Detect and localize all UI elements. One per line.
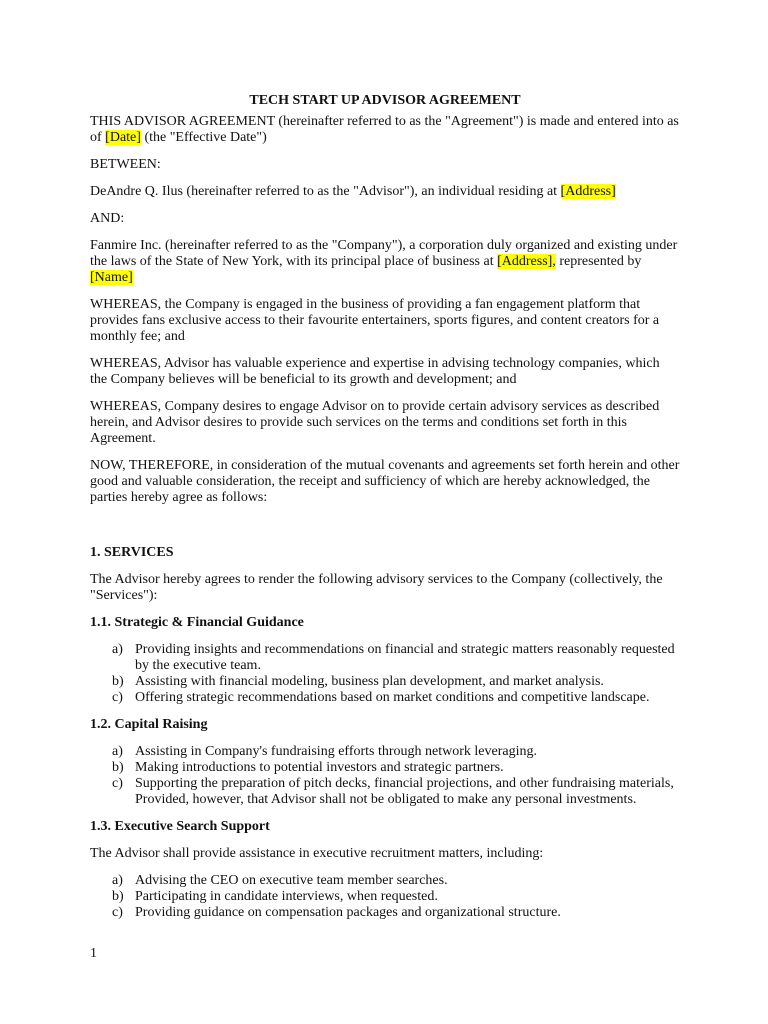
company-paragraph xyxy=(90,238,680,286)
page-number: 1 xyxy=(90,946,97,961)
list-marker: b) xyxy=(112,889,124,904)
list-item-text: Participating in candidate interviews, when requested. xyxy=(135,889,438,904)
company-text-middle: represented by xyxy=(555,254,642,269)
subsection-heading-strategic: 1.1. Strategic & Financial Guidance xyxy=(90,615,304,630)
whereas-paragraph: WHEREAS, Company desires to engage Advisor on to provide certain advisory services as described herein, and Advisor desires to provide such services on the terms and conditions set forth in this Agreement. xyxy=(90,399,660,446)
intro-paragraph xyxy=(90,114,680,146)
list-marker: b) xyxy=(112,674,124,689)
list-marker: a) xyxy=(112,642,123,657)
list-item xyxy=(90,905,680,921)
list-marker: a) xyxy=(112,873,123,888)
list-item-text: Providing insights and recommendations on financial and strategic matters reasonably requested by the executive team. xyxy=(135,642,675,673)
services-intro: The Advisor hereby agrees to render the following advisory services to the Company (collectively, the "Services"): xyxy=(90,572,663,603)
list-marker: b) xyxy=(112,760,124,775)
list-item-text: Advising the CEO on executive team member searches. xyxy=(135,873,448,888)
list-item xyxy=(90,690,680,706)
whereas-paragraph: WHEREAS, the Company is engaged in the business of providing a fan engagement platform that provides fans exclusive access to their favourite entertainers, sports figures, and content creators for a monthly fee; and xyxy=(90,297,660,344)
list-item xyxy=(90,760,680,776)
company-address-placeholder: [Address], xyxy=(497,254,556,269)
advisor-text: DeAndre Q. Ilus (hereinafter referred to as the "Advisor"), an individual residing at xyxy=(90,184,561,199)
subsection-heading-executive: 1.3. Executive Search Support xyxy=(90,819,270,834)
document-title: TECH START UP ADVISOR AGREEMENT xyxy=(249,93,521,108)
list-item-text: Providing guidance on compensation packages and organizational structure. xyxy=(135,905,561,920)
list-item-text: Offering strategic recommendations based on market conditions and competitive landscape. xyxy=(135,690,650,705)
list-item xyxy=(90,744,680,760)
now-therefore-paragraph: NOW, THEREFORE, in consideration of the mutual covenants and agreements set forth herein and other good and valuable consideration, the receipt and sufficiency of which are hereby acknowledged, the parties hereby agree as follows: xyxy=(90,458,680,505)
list-item xyxy=(90,873,680,889)
subsection-heading-capital: 1.2. Capital Raising xyxy=(90,717,208,732)
whereas-paragraph: WHEREAS, Advisor has valuable experience and expertise in advising technology companies, which the Company believes will be beneficial to its growth and development; and xyxy=(90,356,660,387)
capital-list xyxy=(90,744,680,808)
executive-intro: The Advisor shall provide assistance in executive recruitment matters, including: xyxy=(90,846,544,861)
list-marker: c) xyxy=(112,690,123,705)
document-body xyxy=(90,93,680,932)
list-marker: c) xyxy=(112,776,123,791)
between-label: BETWEEN: xyxy=(90,157,161,172)
list-marker: a) xyxy=(112,744,123,759)
list-item xyxy=(90,674,680,690)
advisor-address-placeholder: [Address] xyxy=(560,184,616,199)
intro-text: THIS ADVISOR AGREEMENT (hereinafter referred to as the "Agreement") is made and entered into as of xyxy=(90,114,679,145)
company-text: Fanmire Inc. (hereinafter referred to as the "Company"), a corporation duly organized and existing under the laws of the State of New York, with its principal place of business at xyxy=(90,238,678,269)
list-item-text: Assisting with financial modeling, business plan development, and market analysis. xyxy=(135,674,604,689)
list-item-text: Supporting the preparation of pitch decks, financial projections, and other fundraising materials, Provided, however, that Advisor shall not be obligated to make any personal investments. xyxy=(135,776,674,807)
executive-list xyxy=(90,873,680,921)
company-name-placeholder: [Name] xyxy=(90,270,133,285)
intro-text-end: (the "Effective Date") xyxy=(140,130,267,145)
list-item-text: Assisting in Company's fundraising efforts through network leveraging. xyxy=(135,744,537,759)
list-item xyxy=(90,776,680,808)
list-item xyxy=(90,889,680,905)
and-label: AND: xyxy=(90,211,125,226)
list-item-text: Making introductions to potential investors and strategic partners. xyxy=(135,760,504,775)
date-placeholder: [Date] xyxy=(105,130,141,145)
list-marker: c) xyxy=(112,905,123,920)
strategic-list xyxy=(90,642,680,706)
list-item xyxy=(90,642,680,674)
section-heading-services: 1. SERVICES xyxy=(90,545,174,560)
advisor-paragraph xyxy=(90,184,680,200)
